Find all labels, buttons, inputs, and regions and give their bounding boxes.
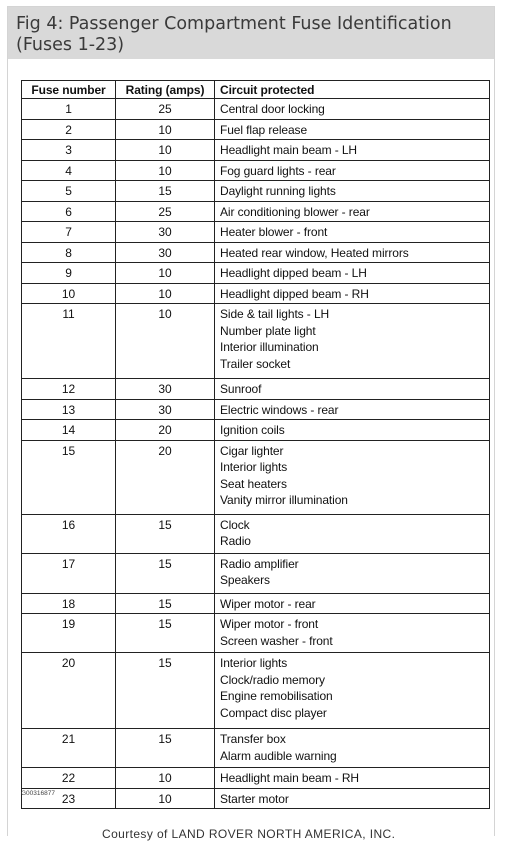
circuit-cell bbox=[215, 420, 490, 441]
table-row bbox=[22, 553, 490, 593]
fuse-number-cell bbox=[22, 222, 116, 243]
table-row bbox=[22, 283, 490, 304]
fuse-number: 22 bbox=[61, 771, 76, 785]
circuit-cell bbox=[215, 160, 490, 181]
fuse-number-cell bbox=[22, 119, 116, 140]
fuse-number: 1 bbox=[65, 102, 72, 116]
fuse-number: 14 bbox=[61, 423, 76, 437]
courtesy-credit: Courtesy of LAND ROVER NORTH AMERICA, INC. bbox=[102, 827, 396, 841]
fuse-number: 17 bbox=[61, 556, 76, 571]
rating-cell bbox=[116, 768, 215, 789]
circuit-line: Air conditioning blower - rear bbox=[220, 204, 370, 219]
circuit-cell bbox=[215, 263, 490, 284]
circuit-cell bbox=[215, 788, 490, 809]
circuit-cell bbox=[215, 553, 490, 593]
circuit-cell bbox=[215, 653, 490, 729]
circuit-line: Heated rear window, Heated mirrors bbox=[220, 245, 409, 260]
circuit-line: Engine remobilisation bbox=[220, 689, 333, 703]
fuse-table bbox=[21, 80, 490, 809]
rating-cell bbox=[116, 379, 215, 400]
fuse-rating: 10 bbox=[158, 307, 172, 321]
circuit-line: Radio amplifier bbox=[220, 556, 299, 571]
rating-cell bbox=[116, 614, 215, 653]
table-row bbox=[22, 160, 490, 181]
fuse-number-cell bbox=[22, 514, 116, 553]
fuse-number: 9 bbox=[65, 266, 72, 280]
fuse-rating: 20 bbox=[158, 443, 172, 458]
rating-cell bbox=[116, 160, 215, 181]
circuit-cell bbox=[215, 242, 490, 263]
fuse-rating: 30 bbox=[158, 245, 172, 260]
fuse-number-cell bbox=[22, 553, 116, 593]
circuit-line: Daylight running lights bbox=[220, 184, 336, 198]
fuse-rating: 15 bbox=[158, 596, 172, 611]
fuse-number-cell bbox=[22, 160, 116, 181]
fuse-rating: 25 bbox=[158, 102, 172, 116]
fuse-rating: 10 bbox=[158, 771, 172, 785]
rating-cell bbox=[116, 788, 215, 809]
figure-title: Fig 4: Passenger Compartment Fuse Identification (Fuses 1-23) bbox=[16, 14, 452, 55]
circuit-line: Side & tail lights - LH bbox=[220, 307, 330, 321]
circuit-cell bbox=[215, 201, 490, 222]
fuse-number: 2 bbox=[65, 122, 72, 137]
header-fuse-number: Fuse number bbox=[22, 81, 116, 99]
table-row bbox=[22, 614, 490, 653]
fuse-number: 4 bbox=[65, 163, 72, 178]
fuse-number-cell bbox=[22, 99, 116, 120]
circuit-line: Clock bbox=[220, 517, 250, 532]
circuit-line: Interior illumination bbox=[220, 340, 319, 354]
circuit-cell bbox=[215, 283, 490, 304]
fuse-number-cell bbox=[22, 181, 116, 202]
circuit-cell bbox=[215, 614, 490, 653]
circuit-line: Cigar lighter bbox=[220, 443, 284, 458]
circuit-line: Interior lights bbox=[220, 656, 288, 670]
rating-cell bbox=[116, 729, 215, 768]
fuse-number: 15 bbox=[61, 443, 76, 458]
table-row bbox=[22, 420, 490, 441]
circuit-cell bbox=[215, 140, 490, 161]
fuse-number: 10 bbox=[61, 286, 76, 301]
fuse-rating: 15 bbox=[158, 656, 172, 670]
fuse-number-cell bbox=[22, 242, 116, 263]
table-row bbox=[22, 514, 490, 553]
table-row bbox=[22, 399, 490, 420]
table-row bbox=[22, 653, 490, 729]
header-rating: Rating (amps) bbox=[116, 81, 215, 99]
circuit-cell bbox=[215, 729, 490, 768]
fuse-number: 11 bbox=[62, 307, 75, 321]
fuse-rating: 10 bbox=[158, 266, 172, 280]
fuse-number-cell bbox=[22, 729, 116, 768]
circuit-line: Central door locking bbox=[220, 102, 325, 116]
circuit-cell bbox=[215, 514, 490, 553]
fuse-number: 7 bbox=[65, 225, 72, 239]
rating-cell bbox=[116, 140, 215, 161]
circuit-line: Sunroof bbox=[220, 382, 262, 396]
rating-cell bbox=[116, 119, 215, 140]
circuit-line: Seat heaters bbox=[220, 476, 287, 491]
header-circuit: Circuit protected bbox=[215, 81, 490, 99]
fuse-rating: 10 bbox=[158, 143, 172, 157]
fuse-number: 20 bbox=[61, 656, 76, 670]
fuse-number-cell bbox=[22, 140, 116, 161]
fuse-number: 5 bbox=[65, 184, 72, 198]
figure-header bbox=[8, 7, 494, 59]
table-row bbox=[22, 263, 490, 284]
circuit-line: Headlight main beam - RH bbox=[220, 771, 359, 785]
rating-cell bbox=[116, 553, 215, 593]
fuse-rating: 30 bbox=[158, 225, 172, 239]
circuit-line: Headlight dipped beam - LH bbox=[220, 266, 367, 280]
rating-cell bbox=[116, 593, 215, 614]
table-row bbox=[22, 768, 490, 789]
fuse-number: 21 bbox=[61, 732, 76, 746]
circuit-cell bbox=[215, 379, 490, 400]
rating-cell bbox=[116, 440, 215, 514]
circuit-line: Transfer box bbox=[220, 732, 286, 746]
fuse-rating: 30 bbox=[158, 402, 172, 417]
rating-cell bbox=[116, 181, 215, 202]
fuse-rating: 15 bbox=[158, 184, 172, 198]
fuse-number-cell bbox=[22, 768, 116, 789]
table-row bbox=[22, 201, 490, 222]
fuse-number-cell bbox=[22, 420, 116, 441]
table-row bbox=[22, 140, 490, 161]
circuit-line: Wiper motor - rear bbox=[220, 596, 316, 611]
fuse-number-cell bbox=[22, 399, 116, 420]
circuit-line: Radio bbox=[220, 534, 251, 548]
rating-cell bbox=[116, 242, 215, 263]
table-row bbox=[22, 119, 490, 140]
fuse-number-cell bbox=[22, 283, 116, 304]
circuit-line: Vanity mirror illumination bbox=[220, 493, 348, 507]
table-row bbox=[22, 181, 490, 202]
circuit-cell bbox=[215, 304, 490, 379]
circuit-cell bbox=[215, 119, 490, 140]
fuse-number-cell bbox=[22, 263, 116, 284]
fuse-rating: 25 bbox=[158, 204, 172, 219]
fuse-number-cell bbox=[22, 304, 116, 379]
circuit-line: Clock/radio memory bbox=[220, 672, 325, 687]
table-row bbox=[22, 788, 490, 809]
circuit-line: Fog guard lights - rear bbox=[220, 163, 336, 178]
table-row bbox=[22, 593, 490, 614]
circuit-cell bbox=[215, 593, 490, 614]
rating-cell bbox=[116, 304, 215, 379]
fuse-number-cell bbox=[22, 593, 116, 614]
fuse-number: 8 bbox=[65, 245, 72, 260]
fuse-number: 16 bbox=[61, 517, 76, 532]
circuit-line: Starter motor bbox=[220, 791, 289, 806]
table-row bbox=[22, 304, 490, 379]
table-row bbox=[22, 99, 490, 120]
fuse-number-cell bbox=[22, 201, 116, 222]
circuit-cell bbox=[215, 181, 490, 202]
fuse-number: 23 bbox=[61, 791, 76, 806]
table-row bbox=[22, 379, 490, 400]
circuit-line: Heater blower - front bbox=[220, 225, 328, 239]
figure-frame bbox=[7, 6, 495, 841]
fuse-number-cell bbox=[22, 440, 116, 514]
rating-cell bbox=[116, 99, 215, 120]
circuit-line: Alarm audible warning bbox=[220, 748, 337, 763]
fuse-number: 12 bbox=[61, 382, 76, 396]
fuse-rating: 10 bbox=[158, 163, 172, 178]
fuse-number-cell bbox=[22, 653, 116, 729]
table-row bbox=[22, 222, 490, 243]
fuse-number-cell bbox=[22, 379, 116, 400]
circuit-cell bbox=[215, 399, 490, 420]
circuit-line: Wiper motor - front bbox=[220, 617, 319, 631]
circuit-line: Electric windows - rear bbox=[220, 402, 339, 417]
rating-cell bbox=[116, 514, 215, 553]
rating-cell bbox=[116, 201, 215, 222]
fuse-table-body bbox=[22, 99, 490, 809]
figure-code: G00316877 bbox=[21, 790, 55, 797]
rating-cell bbox=[116, 263, 215, 284]
fuse-number: 13 bbox=[61, 402, 76, 417]
rating-cell bbox=[116, 653, 215, 729]
circuit-cell bbox=[215, 222, 490, 243]
fuse-table-container bbox=[21, 80, 490, 809]
fuse-rating: 10 bbox=[158, 122, 172, 137]
fuse-number: 3 bbox=[65, 143, 72, 157]
table-header-row bbox=[22, 81, 490, 99]
circuit-line: Headlight main beam - LH bbox=[220, 143, 358, 157]
rating-cell bbox=[116, 399, 215, 420]
fuse-rating: 15 bbox=[158, 617, 172, 631]
fuse-rating: 15 bbox=[158, 517, 172, 532]
fuse-number: 18 bbox=[61, 596, 76, 611]
fuse-rating: 15 bbox=[158, 556, 172, 571]
fuse-number-cell bbox=[22, 614, 116, 653]
circuit-cell bbox=[215, 768, 490, 789]
fuse-number: 6 bbox=[65, 204, 72, 219]
fuse-rating: 10 bbox=[158, 286, 172, 301]
rating-cell bbox=[116, 420, 215, 441]
rating-cell bbox=[116, 222, 215, 243]
circuit-line: Speakers bbox=[220, 573, 270, 587]
circuit-cell bbox=[215, 99, 490, 120]
circuit-line: Headlight dipped beam - RH bbox=[220, 286, 369, 301]
table-row bbox=[22, 242, 490, 263]
circuit-line: Compact disc player bbox=[220, 705, 327, 720]
table-row bbox=[22, 729, 490, 768]
circuit-line: Screen washer - front bbox=[220, 633, 333, 648]
circuit-line: Fuel flap release bbox=[220, 122, 308, 137]
circuit-line: Interior lights bbox=[220, 460, 288, 474]
fuse-rating: 15 bbox=[158, 732, 172, 746]
table-row bbox=[22, 440, 490, 514]
rating-cell bbox=[116, 283, 215, 304]
fuse-rating: 20 bbox=[158, 423, 172, 437]
circuit-line: Trailer socket bbox=[220, 356, 291, 371]
circuit-cell bbox=[215, 440, 490, 514]
circuit-line: Number plate light bbox=[220, 323, 316, 338]
fuse-rating: 30 bbox=[158, 382, 172, 396]
fuse-number: 19 bbox=[61, 617, 76, 631]
circuit-line: Ignition coils bbox=[220, 423, 285, 437]
fuse-rating: 10 bbox=[158, 791, 172, 806]
